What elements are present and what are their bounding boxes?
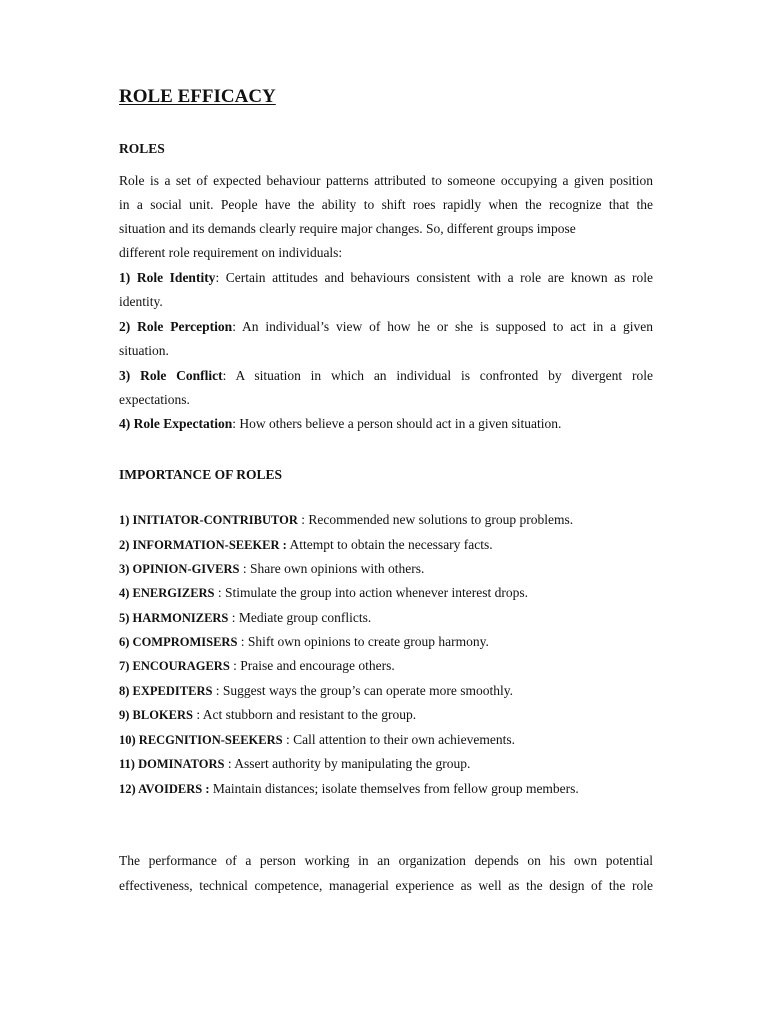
importance-item [119, 654, 395, 678]
role-perception-cont: situation. [119, 343, 169, 358]
importance-term: 10) RECGNITION-SEEKERS [119, 733, 283, 747]
closing-line-2: effectiveness, technical competence, managerial experience as well as the design of the role [119, 878, 653, 893]
importance-term: 5) HARMONIZERS [119, 611, 229, 625]
role-expectation-term: 4) Role Expectation [119, 416, 233, 431]
role-perception-line [119, 315, 653, 339]
importance-desc: : Shift own opinions to create group harmony. [237, 634, 489, 649]
importance-term: 12) AVOIDERS : [119, 782, 210, 796]
role-expectation-desc: : How others believe a person should act in a given situation. [232, 416, 562, 431]
roles-intro-line-4: different role requirement on individuals: [119, 245, 343, 260]
document-title: ROLE EFFICACY [119, 86, 276, 107]
importance-term: 11) DOMINATORS [119, 757, 225, 771]
role-identity-line [119, 266, 653, 290]
importance-item [119, 557, 424, 581]
importance-desc: : Mediate group conflicts. [228, 610, 372, 625]
importance-item [119, 752, 470, 776]
role-identity-term: 1) Role Identity [119, 270, 216, 285]
importance-desc: : Assert authority by manipulating the group. [224, 756, 471, 771]
role-conflict-line [119, 364, 653, 388]
importance-term: 4) ENERGIZERS [119, 586, 215, 600]
role-perception-term: 2) Role Perception [119, 319, 233, 334]
importance-term: 1) INITIATOR-CONTRIBUTOR [119, 513, 298, 527]
role-identity-desc: : Certain attitudes and behaviours consistent with a role are known as role [215, 270, 653, 285]
importance-item [119, 630, 489, 654]
importance-desc: Attempt to obtain the necessary facts. [286, 537, 493, 552]
importance-term: 8) EXPEDITERS [119, 684, 213, 698]
role-expectation-line [119, 412, 561, 436]
importance-item [119, 728, 515, 752]
roles-intro-line-1: Role is a set of expected behaviour patterns attributed to someone occupying a given position [119, 173, 653, 188]
importance-desc: : Call attention to their own achievements. [282, 732, 516, 747]
importance-item [119, 679, 513, 703]
roles-intro-line-2: in a social unit. People have the ability to shift roes rapidly when the recognize that the [119, 197, 653, 212]
importance-term: 2) INFORMATION-SEEKER : [119, 538, 287, 552]
importance-item [119, 606, 371, 630]
role-perception-desc: : An individual’s view of how he or she is supposed to act in a given [232, 319, 653, 334]
importance-desc: : Praise and encourage others. [229, 658, 395, 673]
role-conflict-cont: expectations. [119, 392, 190, 407]
importance-term: 7) ENCOURAGERS [119, 659, 230, 673]
importance-item [119, 777, 579, 801]
importance-term: 6) COMPROMISERS [119, 635, 238, 649]
role-conflict-desc: : A situation in which an individual is confronted by divergent role [222, 368, 653, 383]
importance-term: 3) OPINION-GIVERS [119, 562, 240, 576]
importance-item [119, 533, 493, 557]
importance-heading: IMPORTANCE OF ROLES [119, 467, 283, 482]
importance-item [119, 508, 573, 532]
importance-term: 9) BLOKERS [119, 708, 193, 722]
role-conflict-term: 3) Role Conflict [119, 368, 223, 383]
importance-desc: : Recommended new solutions to group problems. [297, 512, 574, 527]
importance-desc: : Suggest ways the group’s can operate more smoothly. [212, 683, 513, 698]
importance-item [119, 703, 416, 727]
importance-item [119, 581, 528, 605]
importance-desc: : Share own opinions with others. [239, 561, 425, 576]
importance-desc: : Act stubborn and resistant to the group. [192, 707, 417, 722]
closing-line-1: The performance of a person working in an organization depends on his own potential [119, 853, 653, 868]
roles-heading: ROLES [119, 141, 165, 156]
roles-intro-line-3: situation and its demands clearly require major changes. So, different groups impose [119, 221, 576, 236]
role-identity-cont: identity. [119, 294, 163, 309]
importance-desc: Maintain distances; isolate themselves from fellow group members. [209, 781, 579, 796]
importance-desc: : Stimulate the group into action whenever interest drops. [214, 585, 528, 600]
